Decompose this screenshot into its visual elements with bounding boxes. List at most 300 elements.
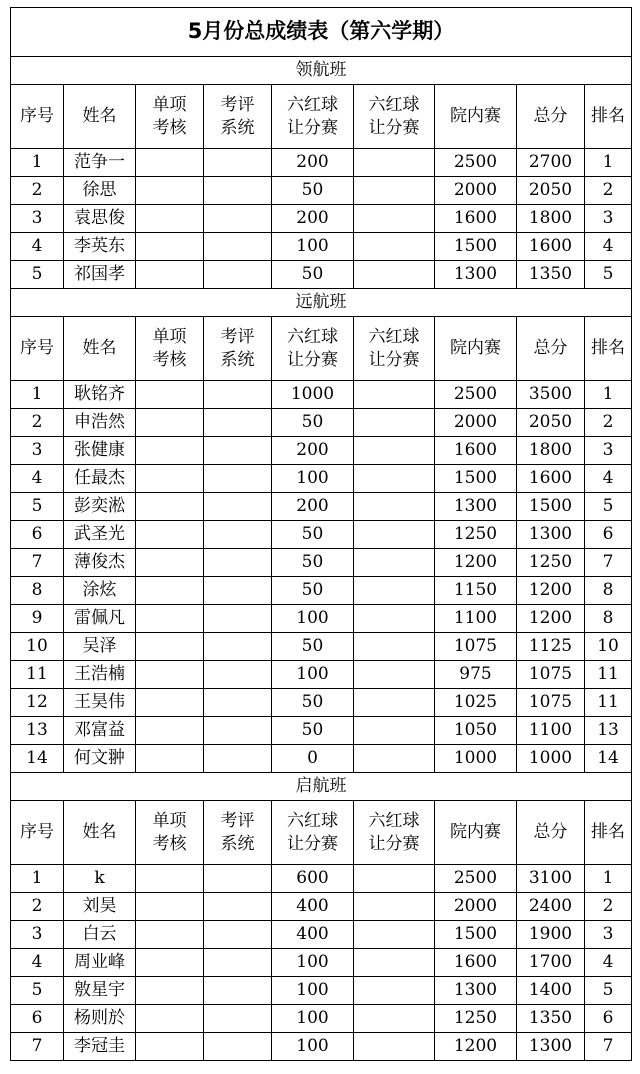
cell-single <box>136 1033 204 1061</box>
cell-no: 4 <box>11 949 64 977</box>
header-label <box>204 94 271 138</box>
cell-inner: 1300 <box>435 493 517 521</box>
cell-single <box>136 745 204 773</box>
cell-eval <box>204 977 272 1005</box>
header-label-line: 让分赛 <box>368 833 420 854</box>
cell-name: 李冠圭 <box>64 1033 136 1061</box>
cell-six-a: 100 <box>272 1005 354 1033</box>
cell-inner: 1500 <box>435 233 517 261</box>
cell-single <box>136 689 204 717</box>
header-label <box>354 94 434 138</box>
cell-single <box>136 233 204 261</box>
table-row <box>11 717 632 745</box>
header-row <box>11 317 632 381</box>
cell-total: 1200 <box>517 577 585 605</box>
cell-eval <box>204 177 272 205</box>
cell-six-b <box>354 661 435 689</box>
cell-no: 3 <box>11 205 64 233</box>
cell-total: 1200 <box>517 605 585 633</box>
score-table <box>10 7 632 1061</box>
cell-total: 2700 <box>517 149 585 177</box>
header-label <box>136 326 203 370</box>
cell-six-b <box>354 381 435 409</box>
header-label <box>204 810 271 854</box>
cell-six-b <box>354 689 435 717</box>
cell-total: 1350 <box>517 1005 585 1033</box>
header-label-line: 六红球 <box>287 95 338 116</box>
cell-no: 1 <box>11 381 64 409</box>
header-label-line: 六红球 <box>368 811 420 832</box>
col-header-name: 姓名 <box>64 85 136 149</box>
cell-single <box>136 177 204 205</box>
header-label <box>272 810 353 854</box>
cell-single <box>136 149 204 177</box>
header-label <box>136 94 203 138</box>
header-label-line: 考核 <box>152 833 187 854</box>
cell-inner: 2000 <box>435 409 517 437</box>
cell-no: 2 <box>11 177 64 205</box>
cell-rank: 2 <box>585 409 632 437</box>
cell-no: 13 <box>11 717 64 745</box>
table-row <box>11 149 632 177</box>
cell-inner: 1300 <box>435 261 517 289</box>
cell-rank: 8 <box>585 605 632 633</box>
cell-name: 王昊伟 <box>64 689 136 717</box>
header-label-line: 单项 <box>152 95 187 116</box>
table-row <box>11 549 632 577</box>
table-row <box>11 689 632 717</box>
cell-six-b <box>354 465 435 493</box>
cell-name: 薄俊杰 <box>64 549 136 577</box>
cell-six-a: 50 <box>272 177 354 205</box>
table-row <box>11 1005 632 1033</box>
table-row <box>11 605 632 633</box>
cell-eval <box>204 205 272 233</box>
cell-six-b <box>354 205 435 233</box>
cell-eval <box>204 865 272 893</box>
cell-no: 2 <box>11 893 64 921</box>
header-label-line: 单项 <box>152 811 187 832</box>
cell-no: 4 <box>11 233 64 261</box>
col-header-inner: 院内赛 <box>435 317 517 381</box>
header-label-line: 系统 <box>220 833 255 854</box>
cell-total: 3100 <box>517 865 585 893</box>
cell-single <box>136 921 204 949</box>
cell-name: 周业峰 <box>64 949 136 977</box>
cell-inner: 1500 <box>435 465 517 493</box>
cell-eval <box>204 717 272 745</box>
cell-inner: 1600 <box>435 949 517 977</box>
col-header-name: 姓名 <box>64 317 136 381</box>
cell-rank: 5 <box>585 977 632 1005</box>
cell-no: 9 <box>11 605 64 633</box>
cell-eval <box>204 745 272 773</box>
cell-rank: 4 <box>585 949 632 977</box>
cell-name: 任最杰 <box>64 465 136 493</box>
cell-inner: 1050 <box>435 717 517 745</box>
header-label-line: 考核 <box>152 349 187 370</box>
col-header-rank: 排名 <box>585 317 632 381</box>
cell-no: 7 <box>11 549 64 577</box>
cell-rank: 2 <box>585 177 632 205</box>
cell-six-b <box>354 1033 435 1061</box>
cell-single <box>136 1005 204 1033</box>
cell-no: 8 <box>11 577 64 605</box>
cell-total: 1800 <box>517 205 585 233</box>
cell-six-b <box>354 233 435 261</box>
col-header-eval <box>204 317 272 381</box>
cell-eval <box>204 409 272 437</box>
cell-six-a: 1000 <box>272 381 354 409</box>
table-row <box>11 233 632 261</box>
cell-no: 6 <box>11 1005 64 1033</box>
cell-no: 2 <box>11 409 64 437</box>
cell-inner: 1500 <box>435 921 517 949</box>
cell-rank: 4 <box>585 233 632 261</box>
cell-inner: 1150 <box>435 577 517 605</box>
header-row <box>11 85 632 149</box>
cell-six-b <box>354 409 435 437</box>
cell-inner: 1250 <box>435 1005 517 1033</box>
cell-six-b <box>354 577 435 605</box>
cell-rank: 6 <box>585 521 632 549</box>
cell-single <box>136 549 204 577</box>
col-header-no: 序号 <box>11 317 64 381</box>
cell-name: 张健康 <box>64 437 136 465</box>
cell-single <box>136 465 204 493</box>
table-row <box>11 949 632 977</box>
cell-six-a: 50 <box>272 633 354 661</box>
cell-six-b <box>354 921 435 949</box>
table-row <box>11 1033 632 1061</box>
cell-six-a: 100 <box>272 465 354 493</box>
col-header-total: 总分 <box>517 85 585 149</box>
cell-inner: 1025 <box>435 689 517 717</box>
cell-six-a: 50 <box>272 577 354 605</box>
cell-single <box>136 949 204 977</box>
cell-name: 彭奕淞 <box>64 493 136 521</box>
cell-six-a: 100 <box>272 977 354 1005</box>
cell-rank: 3 <box>585 921 632 949</box>
cell-six-a: 200 <box>272 205 354 233</box>
cell-rank: 8 <box>585 577 632 605</box>
cell-name: 杨则於 <box>64 1005 136 1033</box>
cell-inner: 2000 <box>435 177 517 205</box>
cell-no: 5 <box>11 261 64 289</box>
cell-six-a: 0 <box>272 745 354 773</box>
table-row <box>11 745 632 773</box>
header-label <box>204 326 271 370</box>
col-header-six-a <box>272 85 354 149</box>
col-header-name: 姓名 <box>64 801 136 865</box>
header-label-line: 让分赛 <box>287 117 338 138</box>
cell-name: 何文翀 <box>64 745 136 773</box>
cell-single <box>136 577 204 605</box>
table-row <box>11 205 632 233</box>
header-label-line: 让分赛 <box>368 117 420 138</box>
cell-rank: 5 <box>585 493 632 521</box>
cell-eval <box>204 493 272 521</box>
cell-rank: 13 <box>585 717 632 745</box>
cell-six-b <box>354 177 435 205</box>
cell-total: 1400 <box>517 977 585 1005</box>
cell-six-b <box>354 437 435 465</box>
cell-total: 1900 <box>517 921 585 949</box>
cell-name: 范争一 <box>64 149 136 177</box>
cell-total: 1000 <box>517 745 585 773</box>
cell-six-b <box>354 549 435 577</box>
table-row <box>11 893 632 921</box>
cell-rank: 1 <box>585 381 632 409</box>
cell-rank: 14 <box>585 745 632 773</box>
col-header-eval <box>204 85 272 149</box>
cell-rank: 6 <box>585 1005 632 1033</box>
cell-total: 1500 <box>517 493 585 521</box>
header-label <box>272 326 353 370</box>
cell-total: 1350 <box>517 261 585 289</box>
cell-name: 耿铭齐 <box>64 381 136 409</box>
header-label-line: 六红球 <box>368 95 420 116</box>
cell-single <box>136 437 204 465</box>
col-header-six-b <box>354 85 435 149</box>
table-row <box>11 261 632 289</box>
cell-inner: 975 <box>435 661 517 689</box>
cell-inner: 1600 <box>435 205 517 233</box>
cell-single <box>136 261 204 289</box>
col-header-single <box>136 85 204 149</box>
table-row <box>11 921 632 949</box>
cell-six-a: 200 <box>272 149 354 177</box>
cell-name: 邓富益 <box>64 717 136 745</box>
page-title: 5月份总成绩表（第六学期） <box>11 8 632 57</box>
cell-inner: 1000 <box>435 745 517 773</box>
header-label-line: 六红球 <box>287 811 338 832</box>
cell-inner: 1600 <box>435 437 517 465</box>
cell-six-a: 100 <box>272 1033 354 1061</box>
cell-no: 1 <box>11 149 64 177</box>
cell-name: 白云 <box>64 921 136 949</box>
header-label <box>272 94 353 138</box>
cell-no: 3 <box>11 437 64 465</box>
header-label-line: 系统 <box>220 349 255 370</box>
col-header-no: 序号 <box>11 801 64 865</box>
cell-name: 敫星宇 <box>64 977 136 1005</box>
header-label-line: 考评 <box>220 327 255 348</box>
cell-single <box>136 205 204 233</box>
cell-single <box>136 661 204 689</box>
cell-name: 刘昊 <box>64 893 136 921</box>
cell-eval <box>204 893 272 921</box>
cell-inner: 1200 <box>435 549 517 577</box>
cell-six-a: 50 <box>272 717 354 745</box>
col-header-total: 总分 <box>517 317 585 381</box>
cell-total: 1800 <box>517 437 585 465</box>
section-title: 领航班 <box>11 57 632 85</box>
cell-six-b <box>354 893 435 921</box>
cell-eval <box>204 1033 272 1061</box>
header-label-line: 让分赛 <box>287 833 338 854</box>
table-row <box>11 577 632 605</box>
cell-name: 申浩然 <box>64 409 136 437</box>
cell-single <box>136 493 204 521</box>
cell-inner: 1300 <box>435 977 517 1005</box>
cell-six-b <box>354 521 435 549</box>
cell-inner: 2500 <box>435 865 517 893</box>
cell-six-a: 50 <box>272 521 354 549</box>
cell-no: 3 <box>11 921 64 949</box>
cell-total: 1250 <box>517 549 585 577</box>
cell-six-b <box>354 717 435 745</box>
cell-total: 2050 <box>517 409 585 437</box>
col-header-six-b <box>354 801 435 865</box>
section-row <box>11 289 632 317</box>
cell-total: 1125 <box>517 633 585 661</box>
cell-no: 7 <box>11 1033 64 1061</box>
cell-inner: 2500 <box>435 381 517 409</box>
cell-eval <box>204 1005 272 1033</box>
cell-name: 吴泽 <box>64 633 136 661</box>
cell-rank: 4 <box>585 465 632 493</box>
header-row <box>11 801 632 865</box>
col-header-rank: 排名 <box>585 801 632 865</box>
cell-single <box>136 865 204 893</box>
section-row <box>11 57 632 85</box>
table-row <box>11 409 632 437</box>
col-header-single <box>136 317 204 381</box>
cell-eval <box>204 149 272 177</box>
col-header-single <box>136 801 204 865</box>
cell-rank: 2 <box>585 893 632 921</box>
header-label-line: 考评 <box>220 811 255 832</box>
header-label-line: 让分赛 <box>287 349 338 370</box>
cell-single <box>136 893 204 921</box>
header-label-line: 系统 <box>220 117 255 138</box>
cell-six-a: 200 <box>272 493 354 521</box>
header-label-line: 让分赛 <box>368 349 420 370</box>
cell-inner: 1250 <box>435 521 517 549</box>
cell-inner: 1200 <box>435 1033 517 1061</box>
cell-total: 1600 <box>517 465 585 493</box>
cell-total: 1700 <box>517 949 585 977</box>
header-label <box>354 326 434 370</box>
table-row <box>11 465 632 493</box>
cell-inner: 1075 <box>435 633 517 661</box>
cell-name: 王浩楠 <box>64 661 136 689</box>
cell-single <box>136 605 204 633</box>
cell-total: 1300 <box>517 521 585 549</box>
cell-total: 2400 <box>517 893 585 921</box>
table-row <box>11 865 632 893</box>
table-row <box>11 661 632 689</box>
cell-name: k <box>64 865 136 893</box>
cell-six-b <box>354 605 435 633</box>
cell-six-a: 100 <box>272 661 354 689</box>
table-row <box>11 177 632 205</box>
cell-eval <box>204 949 272 977</box>
cell-six-a: 600 <box>272 865 354 893</box>
cell-six-b <box>354 745 435 773</box>
cell-total: 1100 <box>517 717 585 745</box>
cell-no: 11 <box>11 661 64 689</box>
cell-inner: 2000 <box>435 893 517 921</box>
cell-no: 6 <box>11 521 64 549</box>
cell-single <box>136 381 204 409</box>
cell-name: 祁国孝 <box>64 261 136 289</box>
cell-no: 12 <box>11 689 64 717</box>
cell-rank: 1 <box>585 149 632 177</box>
col-header-six-b <box>354 317 435 381</box>
cell-six-a: 100 <box>272 233 354 261</box>
cell-rank: 7 <box>585 1033 632 1061</box>
cell-name: 徐思 <box>64 177 136 205</box>
cell-six-b <box>354 261 435 289</box>
cell-six-a: 50 <box>272 261 354 289</box>
cell-name: 雷佩凡 <box>64 605 136 633</box>
cell-no: 5 <box>11 977 64 1005</box>
cell-eval <box>204 549 272 577</box>
cell-single <box>136 521 204 549</box>
col-header-inner: 院内赛 <box>435 801 517 865</box>
cell-inner: 1100 <box>435 605 517 633</box>
header-label-line: 六红球 <box>368 327 420 348</box>
cell-six-b <box>354 977 435 1005</box>
cell-eval <box>204 633 272 661</box>
header-label-line: 考核 <box>152 117 187 138</box>
cell-eval <box>204 605 272 633</box>
cell-no: 5 <box>11 493 64 521</box>
cell-eval <box>204 465 272 493</box>
cell-six-a: 100 <box>272 949 354 977</box>
cell-rank: 7 <box>585 549 632 577</box>
cell-eval <box>204 577 272 605</box>
col-header-rank: 排名 <box>585 85 632 149</box>
cell-single <box>136 977 204 1005</box>
cell-eval <box>204 689 272 717</box>
cell-name: 武圣光 <box>64 521 136 549</box>
cell-eval <box>204 233 272 261</box>
cell-six-b <box>354 1005 435 1033</box>
cell-eval <box>204 437 272 465</box>
cell-total: 1075 <box>517 661 585 689</box>
table-row <box>11 633 632 661</box>
section-title: 启航班 <box>11 773 632 801</box>
section-title: 远航班 <box>11 289 632 317</box>
table-row <box>11 977 632 1005</box>
cell-total: 1075 <box>517 689 585 717</box>
col-header-inner: 院内赛 <box>435 85 517 149</box>
section-row <box>11 773 632 801</box>
table-row <box>11 493 632 521</box>
cell-six-a: 200 <box>272 437 354 465</box>
col-header-no: 序号 <box>11 85 64 149</box>
col-header-total: 总分 <box>517 801 585 865</box>
cell-six-a: 50 <box>272 409 354 437</box>
cell-no: 1 <box>11 865 64 893</box>
cell-rank: 5 <box>585 261 632 289</box>
table-row <box>11 381 632 409</box>
table-row <box>11 521 632 549</box>
cell-name: 袁思俊 <box>64 205 136 233</box>
cell-six-b <box>354 493 435 521</box>
cell-six-a: 100 <box>272 605 354 633</box>
cell-name: 李英东 <box>64 233 136 261</box>
cell-six-a: 50 <box>272 689 354 717</box>
col-header-eval <box>204 801 272 865</box>
col-header-six-a <box>272 801 354 865</box>
cell-six-b <box>354 633 435 661</box>
cell-total: 2050 <box>517 177 585 205</box>
cell-total: 3500 <box>517 381 585 409</box>
